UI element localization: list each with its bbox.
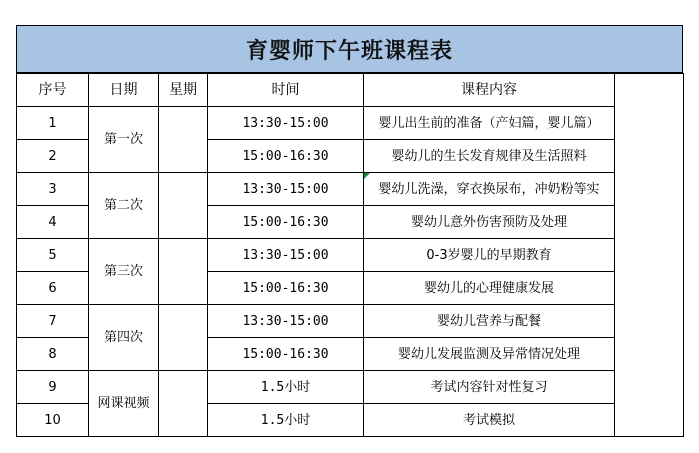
content-cell[interactable]: 婴幼儿的心理健康发展 bbox=[364, 272, 615, 305]
content-cell[interactable]: 婴幼儿洗澡，穿衣换尿布，冲奶粉等实 bbox=[364, 173, 615, 206]
session-cell[interactable]: 第四次 bbox=[89, 305, 159, 371]
row-number[interactable]: 7 bbox=[17, 305, 89, 338]
table-row bbox=[17, 173, 684, 206]
row-number[interactable]: 9 bbox=[17, 371, 89, 404]
time-cell[interactable]: 15:00-16:30 bbox=[208, 272, 364, 305]
row-number[interactable]: 2 bbox=[17, 140, 89, 173]
time-cell[interactable]: 13:30-15:00 bbox=[208, 173, 364, 206]
row-number[interactable]: 10 bbox=[17, 404, 89, 437]
time-cell[interactable]: 1.5小时 bbox=[208, 404, 364, 437]
row-number[interactable]: 3 bbox=[17, 173, 89, 206]
time-cell[interactable]: 13:30-15:00 bbox=[208, 305, 364, 338]
header-date[interactable]: 日期 bbox=[89, 74, 159, 107]
row-number[interactable]: 8 bbox=[17, 338, 89, 371]
row-number[interactable]: 1 bbox=[17, 107, 89, 140]
row-number[interactable]: 4 bbox=[17, 206, 89, 239]
header-row bbox=[17, 74, 684, 107]
session-cell[interactable]: 第三次 bbox=[89, 239, 159, 305]
header-time[interactable]: 时间 bbox=[208, 74, 364, 107]
row-number[interactable]: 5 bbox=[17, 239, 89, 272]
session-cell[interactable]: 网课视频 bbox=[89, 371, 159, 437]
weekday-cell[interactable] bbox=[159, 173, 208, 239]
content-cell[interactable]: 婴幼儿营养与配餐 bbox=[364, 305, 615, 338]
session-cell[interactable]: 第一次 bbox=[89, 107, 159, 173]
time-cell[interactable]: 15:00-16:30 bbox=[208, 140, 364, 173]
time-cell[interactable]: 15:00-16:30 bbox=[208, 206, 364, 239]
header-no[interactable]: 序号 bbox=[17, 74, 89, 107]
weekday-cell[interactable] bbox=[159, 107, 208, 173]
weekday-cell[interactable] bbox=[159, 305, 208, 371]
weekday-cell[interactable] bbox=[159, 239, 208, 305]
time-cell[interactable]: 1.5小时 bbox=[208, 371, 364, 404]
session-cell[interactable]: 第二次 bbox=[89, 173, 159, 239]
content-cell[interactable]: 婴儿出生前的准备（产妇篇，婴儿篇） bbox=[364, 107, 615, 140]
content-cell[interactable]: 考试内容针对性复习 bbox=[364, 371, 615, 404]
schedule-table bbox=[16, 73, 684, 437]
content-cell[interactable]: 婴幼儿意外伤害预防及处理 bbox=[364, 206, 615, 239]
table-row bbox=[17, 107, 684, 140]
time-cell[interactable]: 15:00-16:30 bbox=[208, 338, 364, 371]
time-cell[interactable]: 13:30-15:00 bbox=[208, 239, 364, 272]
table-row bbox=[17, 305, 684, 338]
content-cell[interactable]: 0-3岁婴儿的早期教育 bbox=[364, 239, 615, 272]
empty-cell[interactable] bbox=[615, 74, 684, 437]
content-cell[interactable]: 婴幼儿的生长发育规律及生活照料 bbox=[364, 140, 615, 173]
table-title[interactable]: 育婴师下午班课程表 bbox=[16, 25, 683, 73]
row-number[interactable]: 6 bbox=[17, 272, 89, 305]
header-weekday[interactable]: 星期 bbox=[159, 74, 208, 107]
weekday-cell[interactable] bbox=[159, 371, 208, 437]
content-cell[interactable]: 婴幼儿发展监测及异常情况处理 bbox=[364, 338, 615, 371]
table-row bbox=[17, 371, 684, 404]
time-cell[interactable]: 13:30-15:00 bbox=[208, 107, 364, 140]
header-content[interactable]: 课程内容 bbox=[364, 74, 615, 107]
content-cell[interactable]: 考试模拟 bbox=[364, 404, 615, 437]
table-row bbox=[17, 239, 684, 272]
